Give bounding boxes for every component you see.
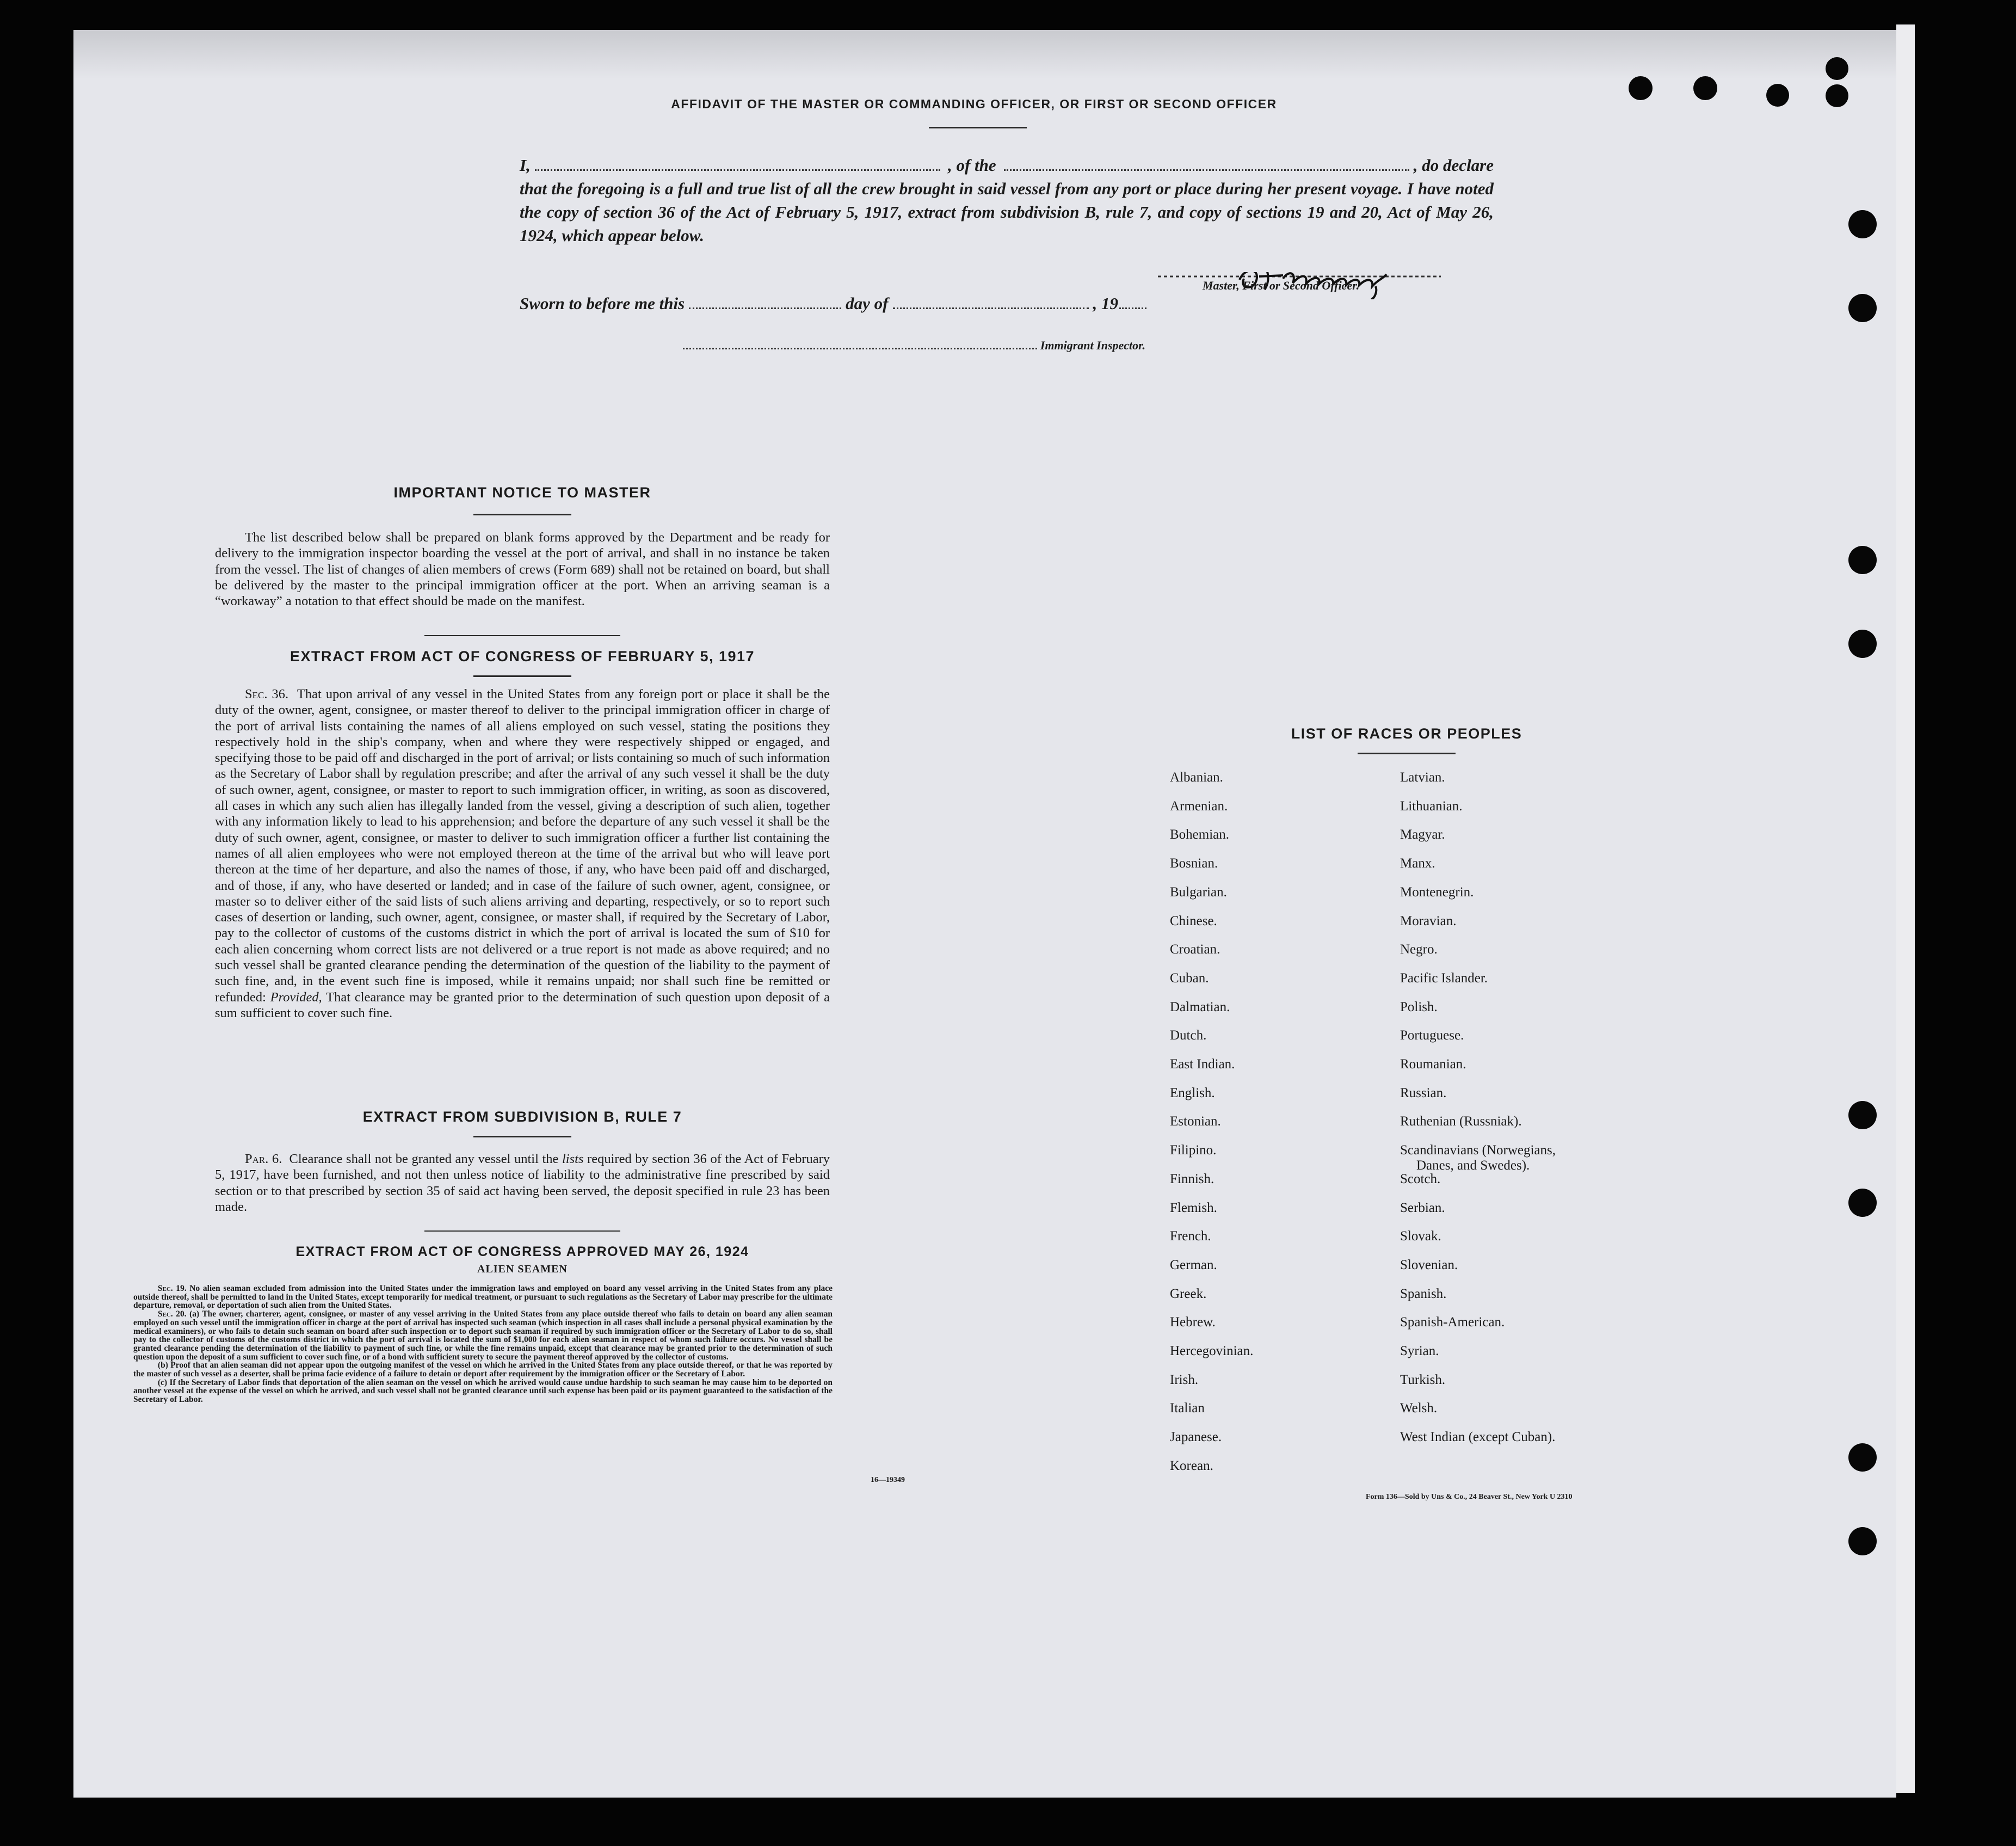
binder-hole	[1848, 546, 1877, 574]
binder-hole	[1848, 294, 1877, 322]
race-item: Bohemian.	[1170, 827, 1230, 842]
race-item: Lithuanian.	[1400, 798, 1463, 814]
binder-hole	[1629, 76, 1653, 100]
section-19-text: No alien seaman excluded from admission into the United States under the immigration laws and employed on board any vessel arriving in the United States from any place outside thereof, shall be permitted to land in the United States, except temporarily for medical treatment, or pursuant to such regulations as the Secretary of Labor may prescribe for the ultimate departure, removal, or deportation of such alien from the United States.	[133, 1284, 833, 1310]
section-19-label: Sec. 19.	[158, 1284, 187, 1293]
race-item: Spanish-American.	[1400, 1315, 1505, 1330]
race-item: Hebrew.	[1170, 1315, 1216, 1330]
alien-seamen-subheading: ALIEN SEAMEN	[477, 1263, 568, 1275]
sworn-month-blank[interactable]	[893, 307, 1089, 309]
decl-i: I,	[520, 156, 531, 175]
binder-hole	[1848, 1101, 1877, 1129]
race-item: Welsh.	[1400, 1401, 1438, 1416]
binder-hole	[1848, 630, 1877, 658]
form-footer: Form 136—Sold by Uns & Co., 24 Beaver St., New York U 2310	[1366, 1493, 1573, 1501]
race-item: Hercegovinian.	[1170, 1344, 1254, 1358]
race-item: Turkish.	[1400, 1372, 1446, 1387]
race-item: Roumanian.	[1400, 1057, 1466, 1072]
race-item: Finnish.	[1170, 1171, 1214, 1186]
race-item: Filipino.	[1170, 1143, 1217, 1158]
race-item: Montenegrin.	[1400, 884, 1474, 900]
inspector-caption: Immigrant Inspector.	[1040, 339, 1145, 352]
sworn-line	[520, 294, 1186, 313]
vessel-name-blank[interactable]	[1004, 169, 1409, 171]
declaration-first-line	[520, 153, 1494, 177]
paragraph-6-label: Par. 6.	[245, 1152, 282, 1166]
sworn-before-label: Sworn to before me this	[520, 294, 685, 313]
race-item: Russian.	[1400, 1085, 1447, 1100]
paragraph-6	[215, 1151, 830, 1215]
binder-hole	[1826, 57, 1848, 80]
race-item: Dalmatian.	[1170, 999, 1230, 1014]
sworn-day-blank[interactable]	[689, 307, 841, 309]
section-divider	[424, 1230, 620, 1232]
rule-7-rule	[473, 1136, 571, 1137]
binder-hole	[1693, 76, 1717, 100]
rule-7-text	[215, 1151, 830, 1215]
race-item: West Indian (except Cuban).	[1400, 1430, 1556, 1445]
race-item: Japanese.	[1170, 1430, 1222, 1445]
sworn-year-blank[interactable]	[1119, 307, 1146, 309]
race-item: Italian	[1170, 1401, 1205, 1416]
race-item: Spanish.	[1400, 1286, 1447, 1301]
race-item: Serbian.	[1400, 1200, 1445, 1215]
binder-hole	[1848, 1189, 1877, 1217]
decl-of-the: , of the	[947, 156, 996, 175]
race-item: Danes, and Swedes).	[1416, 1158, 1530, 1173]
extract-1917-rule	[473, 675, 571, 677]
race-item: Bosnian.	[1170, 856, 1218, 871]
section-20b-paragraph: (b) Proof that an alien seaman did not appear upon the outgoing manifest of the vessel on which he arrived in the United States from any place outside thereof, or that he was reported by the master of such vessel as a deserter, shall be prima facie evidence of a failure to detain or deport after requirement by the immigration officer or the Secretary of Labor.	[133, 1361, 833, 1379]
section-36-text: That upon arrival of any vessel in the United States from any foreign port or place it shall be the duty of the owner, agent, consignee, or master thereof to deliver to the principal immigration officer in charge of the port of arrival lists containing the names of all aliens employed on such vessel, stating the positions they respectively hold in the ship's company, when and where they were respectively shipped or engaged, and specifying those to be paid off and discharged in the port of arrival; or lists containing so much of such information as the Secretary of Labor shall by regulation prescribe; and after the arrival of any such vessel it shall be the duty of such owner, agent, consignee, or master to report to such immigration officer, in writing, as soon as discovered, all cases in which any such alien has illegally landed from the vessel, giving a description of such alien, together with any information likely to lead to his apprehension; and before the departure of any such vessel it shall be the duty of such owner, agent, consignee, or master to deliver to such immigration officer a further list containing the names of all alien employees who were not employed thereon at the time of the arrival but who will leave port thereon at the time of her departure, and also the names of those, if any, who have been paid off and discharged, and of those, if any, who have deserted or landed; and in case of the failure of such owner, agent, consignee, or master so to deliver either of the said lists of such aliens arriving and departing, respectively, or so to report such cases of desertion or landing, such owner, agent, consignee, or master shall, if required by the Secretary of Labor, pay to the collector of customs of the customs district in which the port of arrival is located the sum of $10 for each alien concerning whom correct lists are not delivered or a true report is not made as above required; and no such vessel shall be granted clearance pending the determination of the question of the liability to the payment of such fine, and, in the event such fine is imposed, while it remains unpaid; nor shall such fine be remitted or refunded:	[215, 687, 830, 1005]
race-item: Slovak.	[1400, 1229, 1441, 1244]
race-item: Syrian.	[1400, 1344, 1439, 1358]
paragraph-6-text-a: Clearance shall not be granted any vessel until the	[289, 1152, 559, 1166]
race-item: Cuban.	[1170, 970, 1209, 986]
paragraph-6-text-b: required by section 36 of the Act of February 5, 1917, have been furnished, and not then unless notice of liability to the administrative fine prescribed by said section or to that prescribed by section 35 of said act having been served, the deposit specified in rule 23 has been made.	[215, 1152, 830, 1214]
race-item: Magyar.	[1400, 827, 1445, 842]
inspector-line	[683, 339, 1145, 353]
notice-rule	[473, 514, 571, 515]
race-item: Latvian.	[1400, 770, 1445, 785]
race-item: German.	[1170, 1257, 1217, 1272]
race-item: East Indian.	[1170, 1057, 1235, 1072]
section-36-paragraph	[215, 686, 830, 1021]
race-item: Chinese.	[1170, 913, 1217, 928]
inspector-signature-blank[interactable]	[683, 348, 1037, 349]
race-item: Scandinavians (Norwegians,	[1400, 1143, 1556, 1158]
title-rule	[929, 127, 1027, 128]
binder-hole	[1766, 84, 1789, 107]
race-item: Flemish.	[1170, 1200, 1217, 1215]
race-item: Irish.	[1170, 1372, 1199, 1387]
race-item: Polish.	[1400, 999, 1438, 1014]
races-heading: LIST OF RACES OR PEOPLES	[1291, 725, 1522, 742]
declaration-body: that the foregoing is a full and true list of all the crew brought in said vessel from any port or place during her present voyage. I have noted the copy of section 36 of the Act of February 5, 1917, extract from subdivision B, rule 7, and copy of sections 19 and 20, Act of May 26, 1924, which appear below.	[520, 179, 1494, 245]
officer-name-blank[interactable]	[535, 169, 940, 171]
binder-hole	[1848, 1527, 1877, 1555]
race-item: Croatian.	[1170, 942, 1220, 957]
race-item: Slovenian.	[1400, 1257, 1458, 1272]
race-item: Scotch.	[1400, 1171, 1441, 1186]
day-of-label: day of	[846, 294, 889, 313]
race-item: Albanian.	[1170, 770, 1223, 785]
race-item: Ruthenian (Russniak).	[1400, 1114, 1522, 1129]
race-item: French.	[1170, 1229, 1211, 1244]
rule-7-heading: EXTRACT FROM SUBDIVISION B, RULE 7	[362, 1109, 682, 1125]
provided-word: Provided,	[270, 989, 322, 1005]
decl-do-declare: , do declare	[1413, 156, 1494, 175]
race-item: Moravian.	[1400, 913, 1457, 928]
signature-caption: Master, First or Second Officer.	[1203, 279, 1360, 292]
affidavit-title: AFFIDAVIT OF THE MASTER OR COMMANDING OFFICER, OR FIRST OR SECOND OFFICER	[671, 97, 1277, 111]
declaration-text	[520, 153, 1494, 247]
section-36-label: Sec. 36.	[245, 687, 289, 702]
year-prefix: , 19	[1093, 294, 1118, 313]
race-item: Estonian.	[1170, 1114, 1221, 1129]
section-20a-text: (a) The owner, charterer, agent, consignee, or master of any vessel arriving in the United States from any place outside thereof who fails to detain on board any alien seaman employed on such vessel until the immigration officer in charge at the port of arrival has inspected such seaman (which inspection in all cases shall include a personal physical examination by the medical examiners), or who fails to detain such seaman on board after such inspection or to deport such seaman if required by such immigration officer or the Secretary of Labor to do so, shall pay to the collector of customs of the customs district in which the port of arrival is located the sum of $1,000 for each alien seaman in respect of whom such failure occurs. No vessel shall be granted clearance pending the determination of the liability to payment of such fine, or while the fine remains unpaid, except that clearance may be granted prior to the determination of such question upon the deposit of a sum sufficient to cover such fine, or of a bond with sufficient surety to secure the payment thereof approved by the collector of customs.	[133, 1309, 833, 1362]
extract-1917-heading: EXTRACT FROM ACT OF CONGRESS OF FEBRUARY 5, 1917	[289, 648, 755, 664]
race-item: Korean.	[1170, 1458, 1213, 1473]
race-item: Dutch.	[1170, 1028, 1207, 1043]
section-36-proviso: That clearance may be granted prior to the determination of such question upon deposit of a sum sufficient to cover such fine.	[215, 989, 830, 1020]
page-edge-strip	[1896, 24, 1915, 1793]
form-number: 16—19349	[871, 1476, 905, 1484]
race-item: Negro.	[1400, 942, 1438, 957]
extract-1917-text	[215, 686, 830, 1021]
race-item: Manx.	[1400, 856, 1435, 871]
race-item: Armenian.	[1170, 798, 1228, 814]
section-19-paragraph	[133, 1284, 833, 1310]
section-20-label: Sec. 20.	[158, 1309, 187, 1319]
race-item: Bulgarian.	[1170, 884, 1227, 900]
notice-text	[215, 530, 830, 609]
race-item: Greek.	[1170, 1286, 1207, 1301]
race-item: Portuguese.	[1400, 1028, 1464, 1043]
race-item: Pacific Islander.	[1400, 970, 1488, 986]
race-item: English.	[1170, 1085, 1215, 1100]
races-rule	[1358, 753, 1456, 754]
lists-word: lists	[562, 1152, 584, 1166]
section-20a-paragraph	[133, 1310, 833, 1361]
extract-1924-text	[133, 1284, 833, 1404]
section-divider	[424, 635, 620, 636]
binder-hole	[1848, 210, 1877, 238]
extract-1924-heading: EXTRACT FROM ACT OF CONGRESS APPROVED MAY 26, 1924	[295, 1244, 749, 1259]
binder-hole	[1848, 1443, 1877, 1472]
binder-hole	[1826, 84, 1848, 107]
notice-paragraph: The list described below shall be prepared on blank forms approved by the Department and be ready for delivery to the immigration inspector boarding the vessel at the port of arrival, and shall in no instance be taken from the vessel. The list of changes of alien members of crews (Form 689) shall not be retained on board, but shall be delivered by the master to the principal immigration officer at the port. When an arriving seaman is a “workaway” a notation to that effect should be made on the manifest.	[215, 530, 830, 609]
notice-heading: IMPORTANT NOTICE TO MASTER	[393, 484, 651, 501]
section-20c-paragraph: (c) If the Secretary of Labor finds that deportation of the alien seaman on the vessel on which he arrived would cause undue hardship to such seaman he may cause him to be deported on another vessel at the expense of the vessel on which he arrived, and such vessel shall not be granted clearance until such expense has been paid or its payment guaranteed to the satisfaction of the Secretary of Labor.	[133, 1377, 833, 1405]
